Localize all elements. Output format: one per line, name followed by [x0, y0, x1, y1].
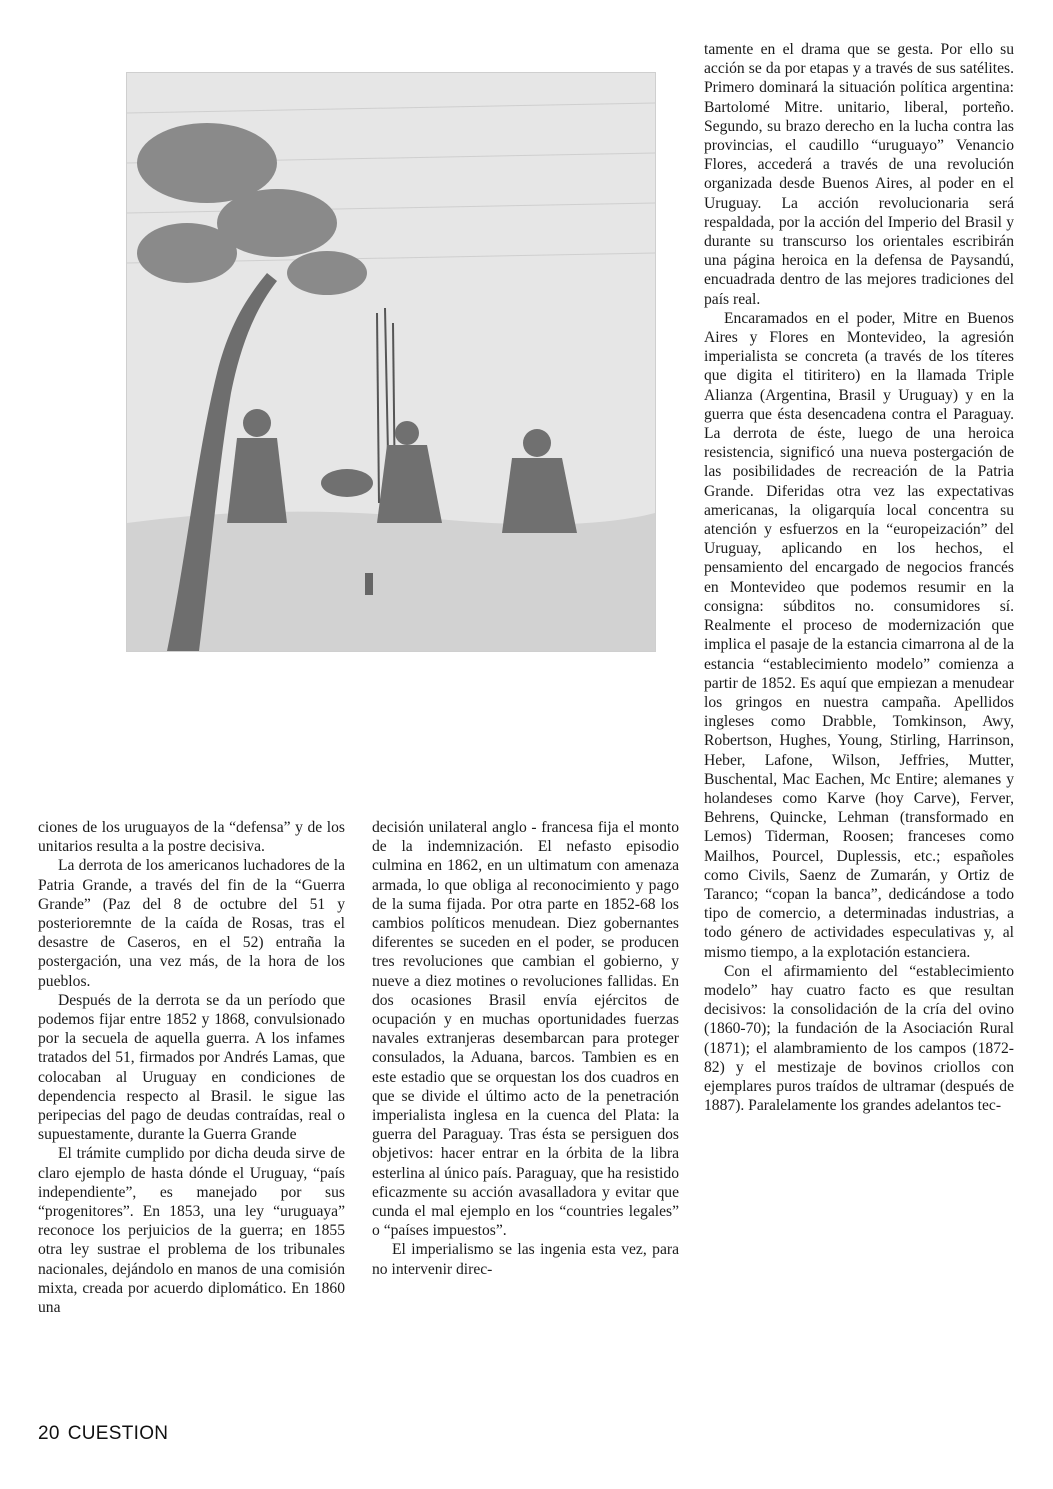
paragraph: La derrota de los americanos luchadores de la Patria Grande, a través del fin de la “Guerra Grande” (Paz del 8 de octubre del 51 y posterioremnte de la caída de Rosas, tras el desastre de Caseros, en el 52) entraña la postergación, una vez más, de la hora de los pueblos.	[38, 857, 345, 990]
paragraph: ciones de los uruguayos de la “defensa” y de los unitarios resulta a la postre decisiva.	[38, 819, 345, 856]
page-footer	[38, 1423, 168, 1445]
paragraph: Encaramados en el poder, Mitre en Buenos Aires y Flores en Montevideo, la agresión imperialista se concreta (a través de los títeres que digita el titiritero) en la llamada Triple Alianza (Argentina, Brasil y Uruguay) y en la guerra que ésta desencadena contra el Paraguay. La derrota de éste, luego de una heroica resistencia, significó una nueva postergación de las posibilidades de recreación de la Patria Grande. Diferidas otra vez las expectativas americanas, la oligarquía local concentra su atención y esfuerzos en la “europeización” del Uruguay, aplicando en los hechos, el pensamiento del encargado de negocios francés en Montevideo que podemos resumir en la consigna: súbditos no. consumidores sí. Realmente el proceso de modernización que implica el pasaje de la estancia cimarrona al de la estancia “establecimiento modelo” comienza a partir de 1852. Es aquí que empiezan a menudear los gringos en nuestra campaña. Apellidos ingleses como Drabble, Tomkinson, Awy, Robertson, Hughes, Young, Stirling, Harrinson, Heber, Lafone, Wilson, Jeffries, Mutter, Buschental, Mac Eachen, Mc Entire; alemanes y holandeses como Karve (hoy Carve), Ferver, Behrens, Quincke, Lehman (transformado en Lemos) Tiderman, Roosen; franceses como Mailhos, Pourcel, Duplessis, etc.; españoles como Civils, Saenz de Zumarán, y Ortiz de Taranco; “copan la banca”, dedicándose a todo tipo de comercio, a determinadas industrias, a todo género de actividades especulativas y, al mismo tiempo, a la explotación estanciera.	[704, 309, 1014, 961]
paragraph: El trámite cumplido por dicha deuda sirve de claro ejemplo de hasta dónde el Uruguay, “país independiente”, es manejado por sus “progenitores”. En 1853, una ley “uruguaya” reconoce los perjuicios de la guerra; en 1855 otra ley sustrae el problema de los tribunales nacionales, dejándolo en manos de una comisión mixta, creada por acuerdo diplomático. En 1860 una	[38, 1145, 345, 1317]
paragraph: Con el afirmamiento del “establecimiento modelo” hay cuatro facto es que resultan decisivos: la consolidación de la cría del ovino (1860-70); la fundación de la Asociación Rural (1871); el alambramiento de los campos (1872-82) y el mestizaje de bovinos criollos con ejemplares puros traídos de ultramar (después de 1887). Paralelamente los grandes adelantos tec-	[704, 962, 1014, 1115]
text-column-middle	[372, 818, 679, 1279]
paragraph: tamente en el drama que se gesta. Por ello su acción se da por etapas y a través de sus satélites. Primero dominará la situación política argentina: Bartolomé Mitre. unitario, liberal, porteño. Segundo, su brazo derecho en la lucha contra las provincias, el caudillo “uruguayo” Venancio Flores, accederá a través de una revolución organizada desde Buenos Aires, al poder en el Uruguay. La acción revolucionaria será respaldada, por la acción del Imperio del Brasil y durante su transcurso los orientales escribirán una página heroica en la defensa de Paysandú, encuadrada dentro de las mejores tradiciones del país real.	[704, 41, 1014, 308]
paragraph: Después de la derrota se da un período que podemos fijar entre 1852 y 1868, convulsionado por la secuela de aquella guerra. A los infames tratados del 51, firmados por Andrés Lamas, que colocaban al Uruguay en condiciones de dependencia respecto al Brasil. le sigue las peripecias del pago de deudas contraídas, real o supuestamente, durante la Guerra Grande	[38, 991, 345, 1144]
illustration-gaucho-camp	[126, 72, 656, 652]
page-number: 20	[38, 1423, 60, 1444]
magazine-title: CUESTION	[67, 1423, 169, 1444]
paragraph: El imperialismo se las ingenia esta vez, para no intervenir direc-	[372, 1241, 679, 1278]
text-column-right	[704, 40, 1014, 1115]
text-column-left	[38, 818, 345, 1317]
paragraph: decisión unilateral anglo - francesa fija el monto de la indemnización. El nefasto episodio culmina en 1862, en un ultimatum con amenaza armada, lo que obliga al reconocimiento y pago de la suma fijada. Por otra parte en 1852-68 los cambios políticos menudean. Diez gobernantes diferentes se suceden en el poder, se producen tres revoluciones que cambian el gobierno, y nueve a diez motines o revoluciones fallidas. En dos ocasiones Brasil envía ejércitos de ocupación y en muchas oportunidades fuerzas navales extranjeras desembarcan para proteger consulados, la Aduana, barcos. Tambien es en este estadio que se orquestan los dos cuadros en que se divide el último acto de la penetración imperialista inglesa en la cuenca del Plata: la guerra del Paraguay. Tras ésta se persiguen dos objetivos: hacer entrar en la órbita de la libra esterlina al único país. Paraguay, que ha resistido eficazmente su acción avasalladora y evitar que cunda el mal ejemplo en los “countries legales” o “países impuestos”.	[372, 819, 679, 1240]
